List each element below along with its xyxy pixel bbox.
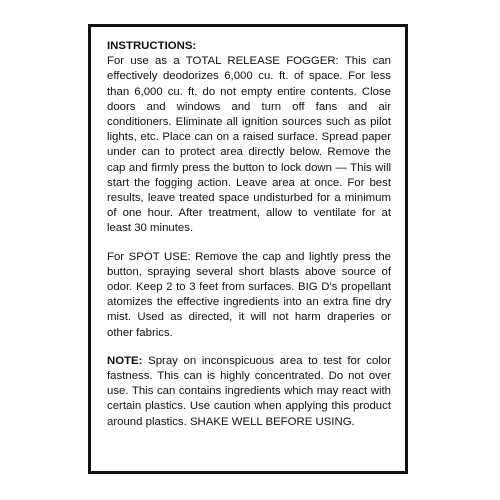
instructions-section [107,39,391,237]
note-text: Spray on inconspicuous area to test for color fastness. This can is highly concentrated. Do not over use. This can contains ingredients which may react with certain plastics. Use caution when applying this product around plastics. SHAKE WELL BEFORE USING. [107,354,391,428]
note-label: NOTE: [107,354,143,367]
spot-use-text: For SPOT USE: Remove the cap and lightly press the button, spraying several short blasts above source of odor. Keep 2 to 3 feet from surfaces. BIG D's propellant atomizes the effective ingredients into an extra fine dry mist. Used as directed, it will not harm draperies or other fabrics. [107,250,391,339]
instruction-label [88,24,408,474]
instructions-text: For use as a TOTAL RELEASE FOGGER: This can effectively deodorizes 6,000 cu. ft. of space. For less than 6,000 cu. ft. do not empty entire contents. Close doors and windows and turn off fans and air conditioners. Eliminate all ignition sources such as pilot lights, etc. Place can on a raised surface. Spread paper under can to protect area directly below. Remove the cap and firmly press the button to lock down — This will start the fogging action. Leave area at once. For best results, leave treated space undisturbed for a minimum of one hour. After treatment, allow to ventilate for at least 30 minutes. [107,55,391,235]
instructions-heading: INSTRUCTIONS: [107,40,197,52]
spot-use-section [107,250,391,341]
note-section [107,354,391,430]
